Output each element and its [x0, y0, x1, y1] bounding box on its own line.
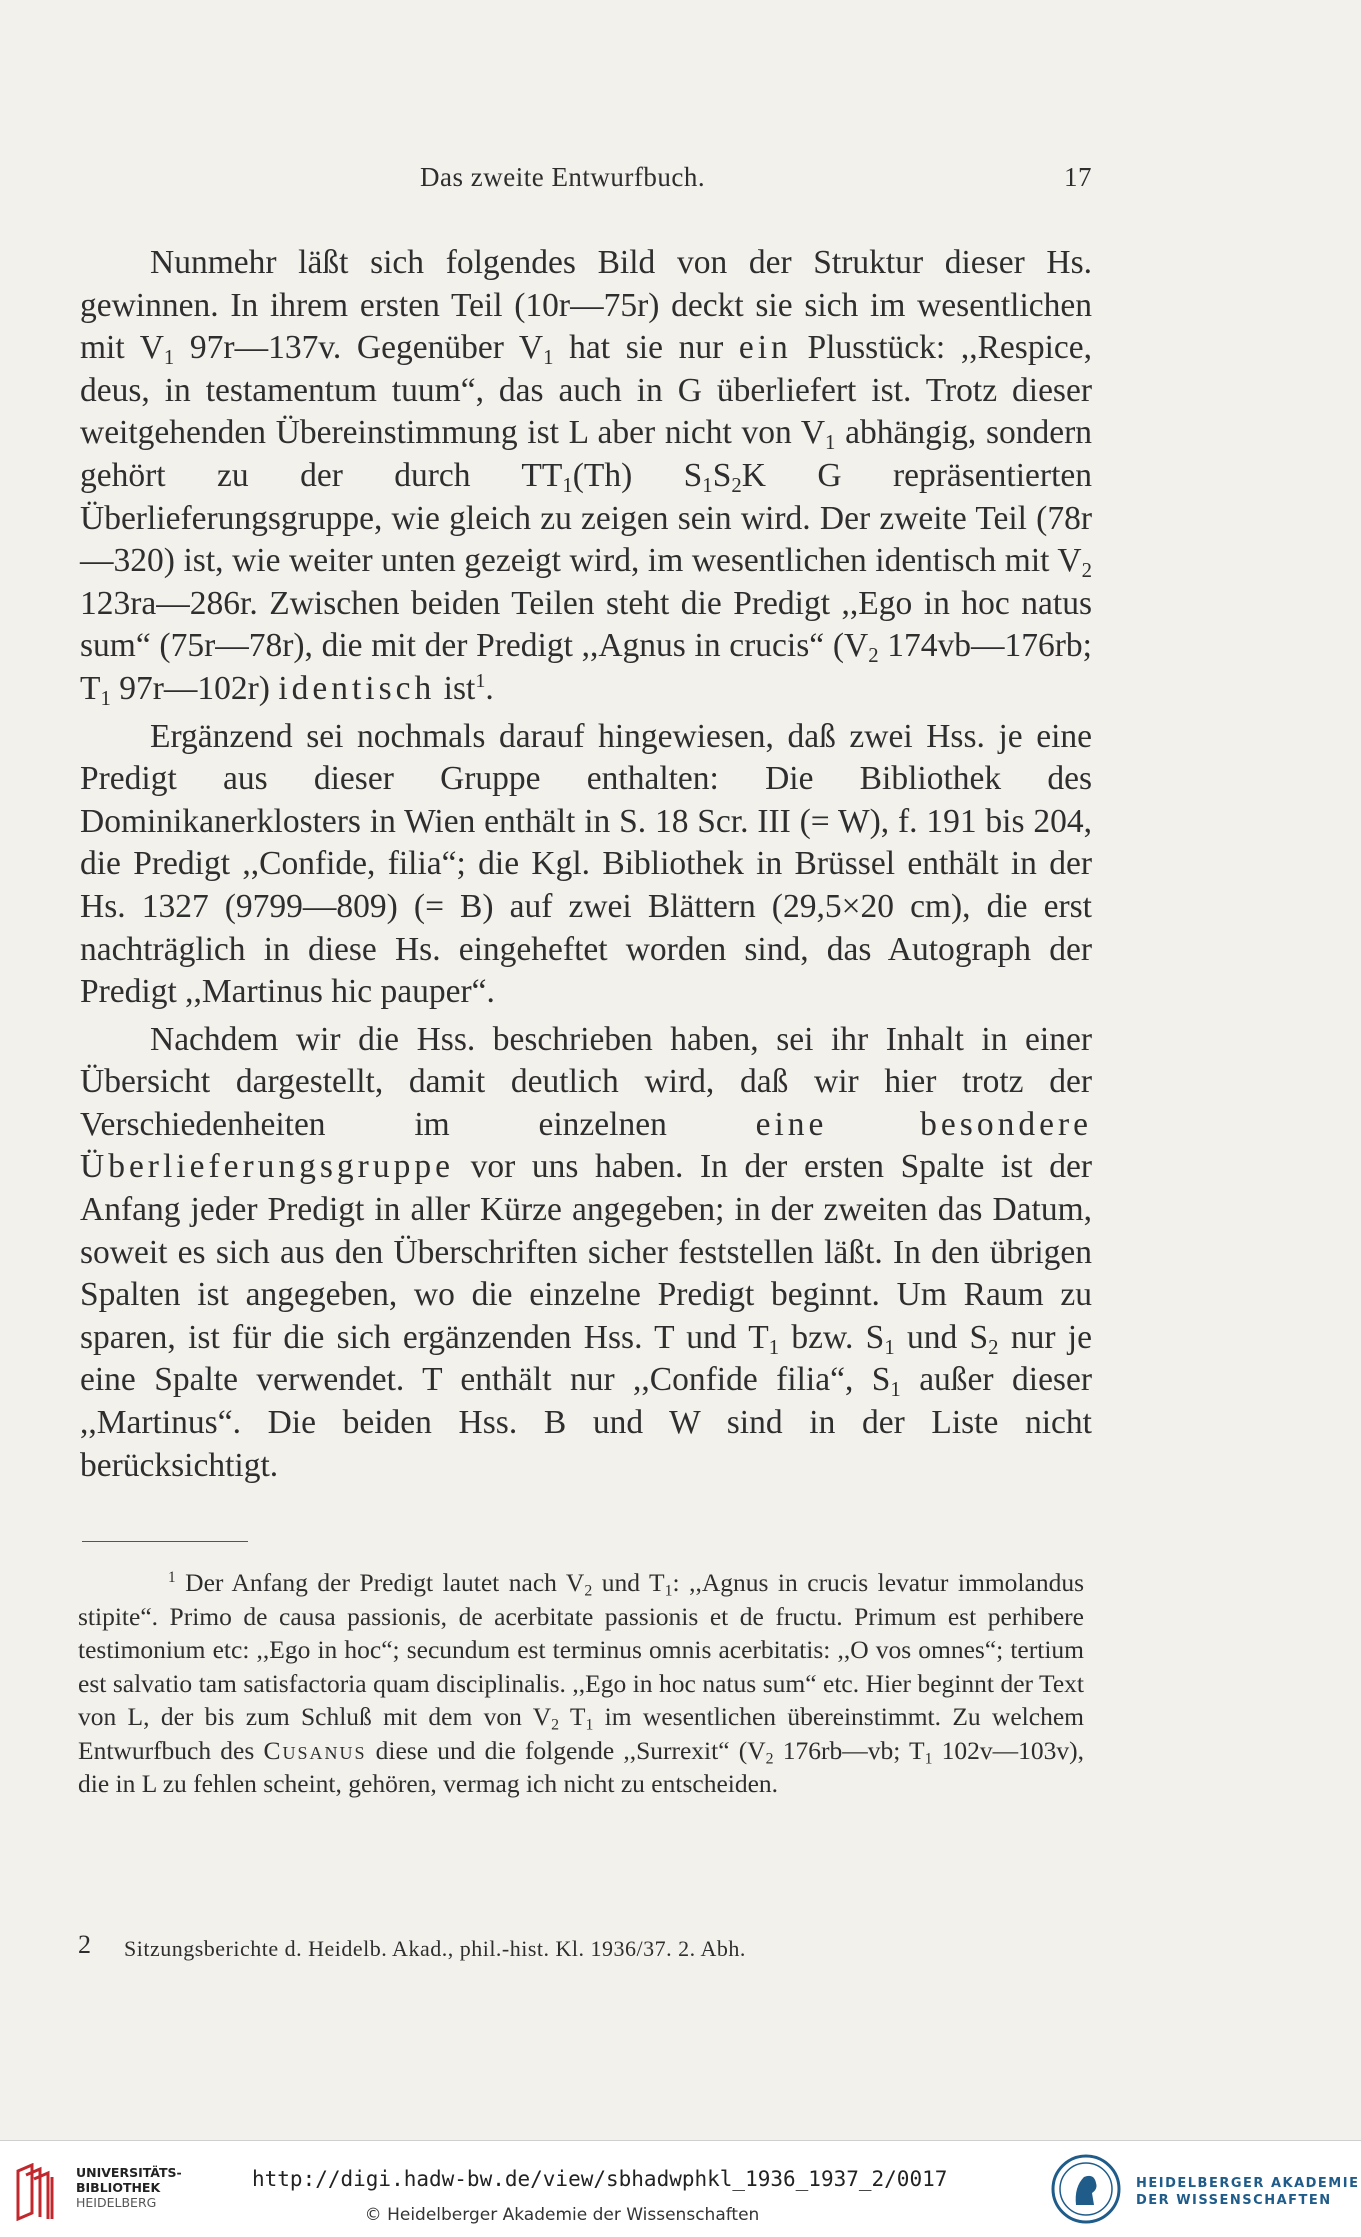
- running-head-title: Das zweite Entwurfbuch.: [420, 162, 706, 192]
- body-text: [80, 242, 1092, 1487]
- footnote-number: 1: [168, 1568, 176, 1586]
- signature-text: Sitzungsberichte d. Heidelb. Akad., phil.-hist. Kl. 1936/37. 2. Abh.: [124, 1936, 746, 1961]
- paragraph-1: Nunmehr läßt sich folgendes Bild von der Struktur dieser Hs. gewinnen. In ihrem ersten Teil (10r—75r) deckt sie sich im wesentlichen mit $V_1$ 97r—137v. Gegenüber $V_1$ hat sie nur ein Plusstück: ,,Respice, deus, in testamentum tuum“, das auch in G überliefert ist. Trotz dieser weitgehenden Übereinstimmung ist L aber nicht von $V_1$ abhängig, sondern gehört zu der durch $TT_1(Th)$ $S_1S_2K$ G repräsentierten Überlieferungsgruppe, wie gleich zu zeigen sein wird. Der zweite Teil (78r—320) ist, wie weiter unten gezeigt wird, im wesentlichen identisch mit $V_2$ 123ra—286r. Zwischen beiden Teilen steht die Predigt ,,Ego in hoc natus sum“ (75r—78r), die mit der Predigt ,,Agnus in crucis“ ($V_2$ 174vb—176rb; $T_1$ 97r—102r) identisch ist$^1$.: [80, 244, 1093, 711]
- academy-seal-icon[interactable]: [1050, 2153, 1122, 2225]
- footnote-ref: 1: [475, 669, 486, 692]
- page-number: 17: [1064, 162, 1092, 192]
- university-library-logo-icon[interactable]: [12, 2163, 58, 2221]
- copyright-notice: © Heidelberger Akademie der Wissenschaften: [364, 2205, 760, 2225]
- footnote-divider: [82, 1541, 248, 1542]
- library-name: UNIVERSITÄTS- BIBLIOTHEK HEIDELBERG: [76, 2165, 182, 2210]
- signature-number: 2: [78, 1930, 92, 1959]
- paragraph-3: Nachdem wir die Hss. beschrieben haben, sei ihr Inhalt in einer Übersicht dargestellt, damit deutlich wird, daß wir hier trotz der Verschiedenheiten im einzelnen eine besondere Überlieferungsgruppe vor uns haben. In der ersten Spalte ist der Anfang jeder Predigt in aller Kürze angegeben; in der zweiten das Datum, soweit es sich aus den Überschriften sicher feststellen läßt. In den übrigen Spalten ist angegeben, wo die einzelne Predigt beginnt. Um Raum zu sparen, ist für die sich ergänzenden Hss. T und $T_1$ bzw. $S_1$ und $S_2$ nur je eine Spalte verwendet. T enthält nur ,,Confide filia“, $S_1$ außer dieser ,,Martinus“. Die beiden Hss. B und W sind in der Liste nicht berücksichtigt.: [80, 1020, 1092, 1484]
- digitization-footer: [0, 2140, 1361, 2237]
- permalink-url[interactable]: http://digi.hadw-bw.de/view/sbhadwphkl_1936_1937_2/0017: [252, 2167, 948, 2191]
- footnote: $^1$ Der Anfang der Predigt lautet nach $V_2$ und $T_1$: ,,Agnus in crucis levatur immolandus stipite“. Primo de causa passionis, de acerbitate passionis et de fructu. Primum est perhibere testimonium etc: ,,Ego in hoc“; secundum est terminus omnis acerbitatis: ,,O vos omnes“; tertium est salvatio tam satisfactoria quam disciplinalis. ,,Ego in hoc natus sum“ etc. Hier beginnt der Text von L, der bis zum Schluß mit dem von $V_2$ $T_1$ im wesentlichen übereinstimmt. Zu welchem Entwurfbuch des Cusanus diese und die folgende ,,Surrexit“ ($V_2$ 176rb—vb; $T_1$ 102v—103v), die in L zu fehlen scheint, gehören, vermag ich nicht zu entscheiden.: [78, 1568, 1085, 1798]
- paragraph-2: Ergänzend sei nochmals darauf hingewiesen, daß zwei Hss. je eine Predigt aus dieser Gruppe enthalten: Die Bibliothek des Dominikanerklosters in Wien enthält in S. 18 Scr. III (= W), f. 191 bis 204, die Predigt ,,Confide, filia“; die Kgl. Bibliothek in Brüssel enthält in der Hs. 1327 (9799—809) (= B) auf zwei Blättern (29,5×20 cm), die erst nachträglich in diese Hs. eingeheftet worden sind, das Autograph der Predigt ,,Martinus hic pauper“.: [80, 717, 1092, 1011]
- academy-name: HEIDELBERGER AKADEMIE DER WISSENSCHAFTEN: [1136, 2176, 1360, 2208]
